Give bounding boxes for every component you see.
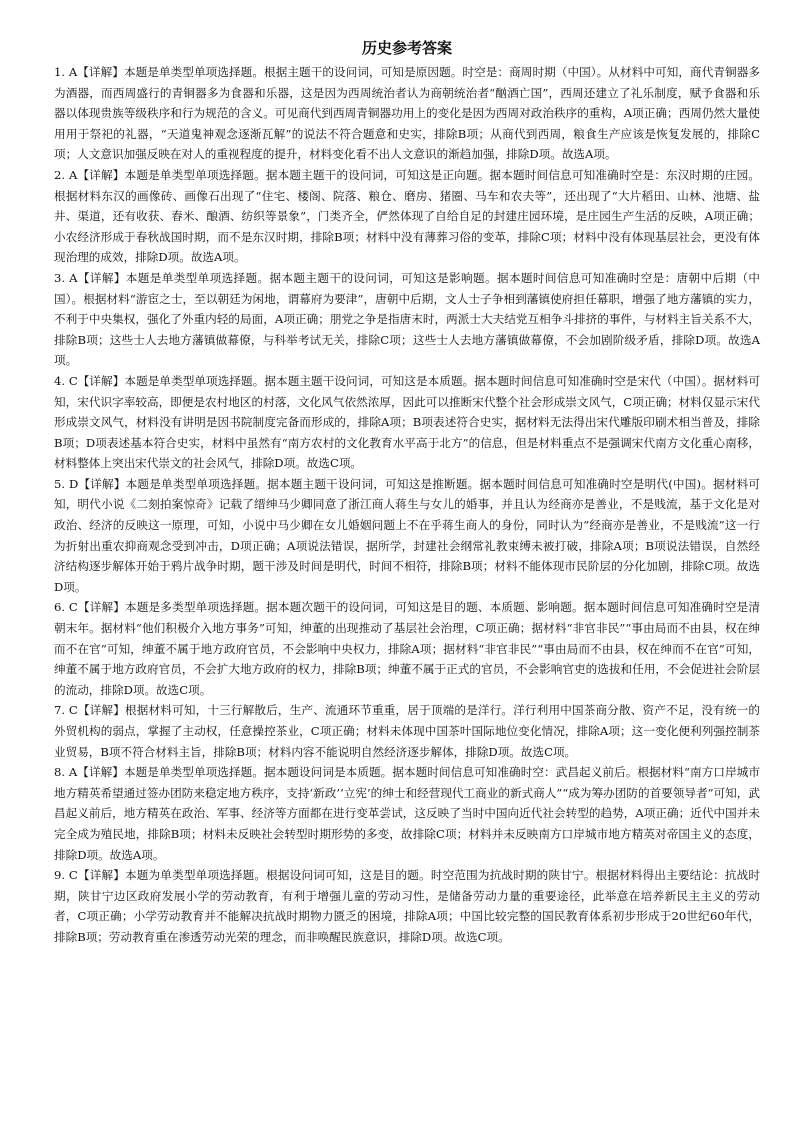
item-number: 7. xyxy=(54,703,69,718)
item-number: 9. xyxy=(54,868,69,883)
item-explanation: 本题是单类型单项选择题。据本题主题干设问词，可知这是推断题。据本题时间信息可知准确时空是明代(中国)。据材料可知，明代小说《二刻拍案惊奇》记载了缙绅马少卿同意了浙江商人蒋生与女儿的婚事，并且认为经商亦是善业，不是贱流，基于文化是对政治、经济的反映这一原理，可知，小说中马少卿在女儿婚姻问题上不在乎蒋生商人的身份，同时认为“经商亦是善业，不是贱流”这一行为折射出重农抑商观念受到冲击，D项正确；A项说法错误，据所学，封建社会纲常礼教束缚未被打破，排除A项；B项说法错误，自然经济结构逐步解体开始于鸦片战争时期，题干涉及时间是明代，时间不相符，排除B项；材料不能体现市民阶层的分化加剧，排除C项。故选D项。 xyxy=(54,476,761,594)
item-explanation: 本题是单类型单项选择题。据本题设问词是本质题。据本题时间信息可知准确时空：武昌起义前后。根据材料“南方口岸城市地方精英希望通过签办团防来稳定地方秩序，支持‘新政’‘立宪’的绅士和经营现代工商业的新式商人”“成为筹办团防的首要领导者”可知，武昌起义前后，地方精英在政治、军事、经济等方面都在进行变革尝试，这反映了当时中国向近代社会转型的趋势，A项正确；近代中国并未完全成为殖民地，排除B项；材料未反映社会转型时期形势的多变，故排除C项；材料并未反映南方口岸城市地方精英对帝国主义的态度，排除D项。故选A项。 xyxy=(54,765,760,862)
answer-item-8 xyxy=(54,762,760,865)
answer-item-7 xyxy=(54,700,760,762)
item-number: 1. xyxy=(54,65,69,79)
answer-item-9 xyxy=(54,865,760,947)
item-answer-tag: C【详解】 xyxy=(68,868,126,883)
item-answer-tag: C【详解】 xyxy=(68,600,126,615)
answer-item-2 xyxy=(54,165,760,268)
item-explanation: 本题是单类型单项选择题。根据主题干的设问词，可知是原因题。时空是：商周时期（中国）。从材料中可知，商代青铜器多为酒器，而西周盛行的青铜器多为食器和乐器，这是因为西周统治者认为商朝统治者“酗酒亡国”，西周还建立了礼乐制度，赋予食器和乐器以体现贵族等级秩序和行为规范的含义。可见商代到西周青铜器功用上的变化是因为西周对政治秩序的重构，A项正确；西周仍然大量使用用于祭祀的礼器，“天道鬼神观念逐渐瓦解”的说法不符合题意和史实，排除B项；从商代到西周，粮食生产应该是恢复发展的，排除C项；人文意识加强反映在对人的重视程度的提升，材料变化看不出人文意识的渐趋加强，排除D项。故选A项。 xyxy=(54,65,760,162)
answer-list xyxy=(54,62,760,948)
item-explanation: 本题是单类型单项选择题。据本题主题干的设问词，可知这是影响题。据本题时间信息可知准确时空是：唐朝中后期（中国）。根据材料“游宦之士，至以朝廷为闲地，谓幕府为要津”，唐朝中后期，文人士子争相到藩镇使府担任幕职，增强了地方藩镇的实力，不利于中央集权，强化了外重内轻的局面，A项正确；朋党之争是指唐末时，两派士大夫结党互相争斗排挤的事件，与材料主旨关系不大，排除B项；这些士人去地方藩镇做幕僚，与科举考试无关，排除C项；这些士人去地方藩镇做幕僚，不会加剧阶级矛盾，排除D项。故选A项。 xyxy=(54,270,761,368)
item-explanation: 本题是单类型单项选择题。据本题主题干设问词，可知这是本质题。据本题时间信息可知准确时空是宋代（中国）。据材料可知，宋代识字率较高，即便是农村地区的村落，文化风气依然浓厚，因此可以推断宋代整个社会形成崇文风气，C项正确；材料仅显示宋代形成崇文风气，材料没有讲明是因书院制度完备而形成的，排除A项；B项表述符合史实，据材料无法得出宋代雕版印刷术相当普及，排除B项；D项表述基本符合史实，材料中虽然有“南方农村的文化教育水平高于北方”的信息，但是材料重点不是强调宋代南方文化重心南移，材料整体上突出宋代崇文的社会风气，排除D项。故选C项。 xyxy=(54,373,760,471)
item-number: 5. xyxy=(54,476,69,491)
item-number: 4. xyxy=(54,373,69,388)
answer-item-1 xyxy=(54,62,760,165)
item-explanation: 本题是单类型单项选择题。据本题主题干的设问词，可知这是正向题。据本题时间信息可知准确时空是：东汉时期的庄园。根据材料东汉的画像砖、画像石出现了“住宅、楼阁、院落、粮仓、磨房、猪圈、马车和农夫等”，还出现了“大片稻田、山林、池塘、盐井、渠道，还有收获、舂米、酿酒、纺织等景象”，门类齐全，俨然体现了自给自足的封建庄园环境，是庄园生产生活的反映，A项正确；小农经济形成于春秋战国时期，而不是东汉时期，排除B项；材料中没有薄葬习俗的变革，排除C项；材料中没有体现基层社会，更没有体现治理的成效，排除D项。故选A项。 xyxy=(54,167,761,265)
item-answer-tag: A【详解】 xyxy=(68,65,124,79)
answer-item-4 xyxy=(54,371,760,474)
item-answer-tag: A【详解】 xyxy=(68,167,125,182)
item-explanation: 本题为单类型单项选择题。根据设问词可知，这是目的题。时空范围为抗战时期的陕甘宁。根据材料得出主要结论：抗战时期，陕甘宁边区政府发展小学的劳动教育，有利于增强儿童的劳动习性，是储备劳动力量的重要途径，此举意在培养新民主主义的劳动者，C项正确；小学劳动教育并不能解决抗战时期物力匮乏的困境，排除A项；中国比较完整的国民教育体系初步形成于20世纪60年代，排除B项；劳动教育重在渗透劳动光荣的理念，而非唤醒民族意识，排除D项。故选C项。 xyxy=(54,868,760,944)
item-answer-tag: A【详解】 xyxy=(68,765,124,780)
item-number: 6. xyxy=(54,600,69,615)
item-number: 3. xyxy=(54,270,70,285)
item-number: 8. xyxy=(54,765,69,780)
item-answer-tag: A【详解】 xyxy=(69,270,126,285)
answer-item-5 xyxy=(54,474,760,598)
item-explanation: 本题是多类型单项选择题。据本题次题干的设问词，可知这是目的题、本质题、影响题。据本题时间信息可知准确时空是清朝末年。据材料“他们积极介入地方事务”可知，绅董的出现推动了基层社会治理，C项正确；据材料“非官非民”“事由局而不由县，权在绅而不在官”可知，绅董不属于地方政府官员，不会影响中央权力，排除A项；据材料“非官非民”“事由局而不由县，权在绅而不在官”可知，绅董不属于地方政府官员，不会扩大地方政府的权力，排除B项；绅董不属于正式的官员，不会影响官吏的选拔和任用，不会促进社会阶层的流动，排除D项。故选C项。 xyxy=(54,600,760,697)
item-answer-tag: D【详解】 xyxy=(68,476,126,491)
answer-item-6 xyxy=(54,597,760,700)
item-answer-tag: C【详解】 xyxy=(68,373,125,388)
item-explanation: 根据材料可知，十三行解散后，生产、流通环节重重，居于顶端的是洋行。洋行利用中国茶商分散、资产不足，没有统一的外贸机构的弱点，掌握了主动权，任意操控茶业，C项正确；材料未体现中国茶叶国际地位变化情况，排除A项；这一变化便利列强控制茶业贸易，B项不符合材料主旨，排除B项；材料内容不能说明自然经济逐步解体，排除D项。故选C项。 xyxy=(54,703,760,759)
item-number: 2. xyxy=(54,167,69,182)
answer-item-3 xyxy=(54,268,760,371)
page-title: 历史参考答案 xyxy=(361,39,452,57)
item-answer-tag: C【详解】 xyxy=(68,703,126,718)
